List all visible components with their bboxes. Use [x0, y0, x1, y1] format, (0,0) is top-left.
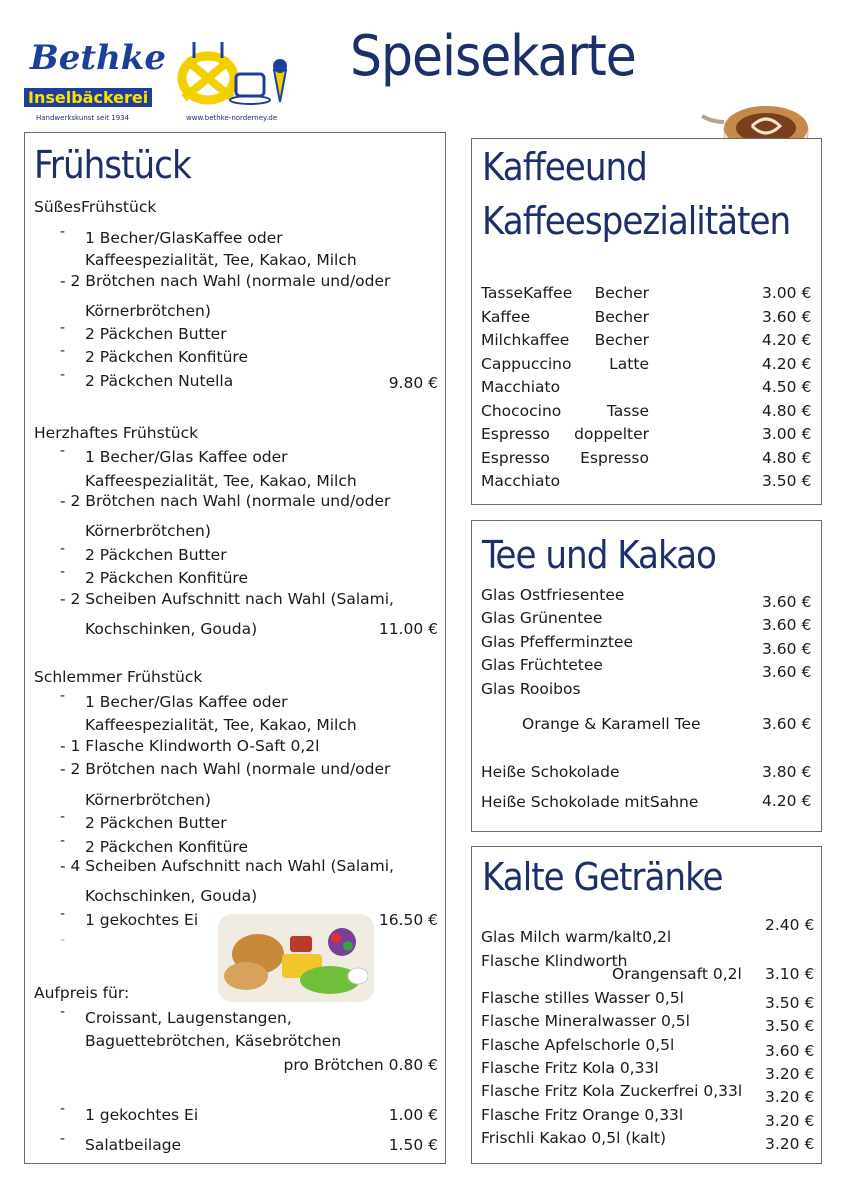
list-item: - 4 Scheiben Aufschnitt nach Wahl (Salami,	[60, 857, 394, 875]
kaffee-item-name: Cappuccino	[481, 355, 572, 373]
list-item: Flasche Klindworth	[481, 952, 628, 970]
price: 3.10 €	[765, 965, 815, 983]
list-item: - 2 Brötchen nach Wahl (normale und/oder	[60, 492, 391, 510]
kaffee-title-line1: Kaffeeund	[482, 145, 647, 189]
tee-title: Tee und Kakao	[482, 533, 716, 577]
list-item: 2 Päckchen Nutella	[85, 372, 234, 390]
list-bullet: -	[60, 564, 66, 580]
price: 3.20 €	[765, 1065, 815, 1083]
list-item: Frischli Kakao 0,5l (kalt)	[481, 1129, 666, 1147]
kaffee-item-variant: Becher	[594, 308, 649, 326]
ei-price: 1.00 €	[388, 1106, 438, 1124]
kaffee-item-price: 3.00 €	[762, 284, 812, 302]
page-title: Speisekarte	[350, 24, 636, 89]
kaffee-item-variant: Espresso	[580, 449, 649, 467]
list-item: Orangensaft 0,2l	[612, 965, 742, 983]
price: 3.60 €	[762, 715, 812, 733]
kaffee-item-variant: doppelter	[574, 425, 649, 443]
list-item: Heiße Schokolade	[481, 763, 620, 781]
list-bullet: -	[60, 224, 66, 240]
schlemmer-fruehstueck-name: Schlemmer Frühstück	[34, 668, 203, 686]
list-item: Körnerbrötchen)	[85, 302, 211, 320]
list-item: Flasche Fritz Orange 0,33l	[481, 1106, 684, 1124]
list-bullet: -	[60, 443, 66, 459]
list-item: - 2 Brötchen nach Wahl (normale und/oder	[60, 760, 391, 778]
herzhaft-price: 11.00 €	[378, 620, 438, 638]
logo-name: Bethke	[30, 38, 166, 78]
price: 3.60 €	[765, 1042, 815, 1060]
list-item: Flasche Apfelschorle 0,5l	[481, 1036, 675, 1054]
price: 3.60 €	[762, 616, 812, 634]
price: 3.60 €	[762, 640, 812, 658]
list-item: 1 gekochtes Ei	[85, 1106, 199, 1124]
price: 3.60 €	[762, 663, 812, 681]
list-item: Kaffeespezialität, Tee, Kakao, Milch	[85, 251, 357, 269]
list-item: Flasche Fritz Kola Zuckerfrei 0,33l	[481, 1082, 743, 1100]
list-bullet: -	[60, 1101, 66, 1117]
breakfast-image	[218, 914, 374, 1002]
list-item: Glas Pfefferminztee	[481, 633, 633, 651]
list-item: 2 Päckchen Konfitüre	[85, 348, 248, 366]
kaffee-item-variant: Becher	[594, 284, 649, 302]
list-item: Kochschinken, Gouda)	[85, 887, 258, 905]
kaffee-item-name: TasseKaffee	[481, 284, 573, 302]
list-bullet: -	[60, 932, 66, 948]
suess-fruehstueck-name: SüßesFrühstück	[34, 198, 157, 216]
kaffee-item-variant: Tasse	[606, 402, 649, 420]
kaffee-item-variant: Latte	[609, 355, 649, 373]
list-item: Orange & Karamell Tee	[522, 715, 701, 733]
kaffee-item-variant: Becher	[594, 331, 649, 349]
list-bullet: -	[60, 906, 66, 922]
list-bullet: -	[60, 1131, 66, 1147]
kaffee-item-name: Espresso	[481, 425, 550, 443]
list-item: 2 Päckchen Butter	[85, 814, 227, 832]
kaffee-title-line2: Kaffeespezialitäten	[482, 199, 791, 243]
list-item: Kochschinken, Gouda)	[85, 620, 258, 638]
kaffee-item-name: Macchiato	[481, 472, 561, 490]
list-item: - 2 Brötchen nach Wahl (normale und/oder	[60, 272, 391, 290]
kaffee-item-name: Chococino	[481, 402, 562, 420]
list-bullet: -	[60, 320, 66, 336]
list-item: Kaffeespezialität, Tee, Kakao, Milch	[85, 716, 357, 734]
price: 3.60 €	[762, 593, 812, 611]
list-item: Baguettebrötchen, Käsebrötchen	[85, 1032, 342, 1050]
kaffee-item-name: Espresso	[481, 449, 550, 467]
list-bullet: -	[60, 809, 66, 825]
logo-subtitle: Inselbäckerei	[24, 88, 152, 107]
list-item: - 2 Scheiben Aufschnitt nach Wahl (Salami,	[60, 590, 394, 608]
list-item: Salatbeilage	[85, 1136, 182, 1154]
kaffee-item-price: 4.20 €	[762, 355, 812, 373]
price: 3.20 €	[765, 1112, 815, 1130]
list-bullet: -	[60, 367, 66, 383]
list-item: Heiße Schokolade mitSahne	[481, 793, 699, 811]
kaffee-item-price: 4.80 €	[762, 402, 812, 420]
kalt-title: Kalte Getränke	[482, 855, 723, 899]
kaffee-item-price: 3.00 €	[762, 425, 812, 443]
suess-price: 9.80 €	[388, 374, 438, 392]
kaffee-item-price: 4.80 €	[762, 449, 812, 467]
price: 3.50 €	[765, 1017, 815, 1035]
schlemmer-price: 16.50 €	[378, 911, 438, 929]
list-item: Flasche stilles Wasser 0,5l	[481, 989, 684, 1007]
kaffee-item-price: 3.50 €	[762, 472, 812, 490]
price: 3.50 €	[765, 994, 815, 1012]
pretzel-icon	[174, 40, 294, 110]
herzhaft-fruehstueck-name: Herzhaftes Frühstück	[34, 424, 199, 442]
list-bullet: -	[60, 833, 66, 849]
aufpreis-price: pro Brötchen 0.80 €	[283, 1056, 438, 1074]
list-item: 1 Becher/Glas Kaffee oder	[85, 693, 288, 711]
list-item: Glas Grünentee	[481, 609, 603, 627]
list-item: 2 Päckchen Konfitüre	[85, 569, 248, 587]
kaffee-item-price: 4.20 €	[762, 331, 812, 349]
kaffee-item-name: Macchiato	[481, 378, 561, 396]
logo-tagline: Handwerkskunst seit 1934	[36, 114, 130, 122]
list-bullet: -	[60, 343, 66, 359]
list-item: Croissant, Laugenstangen,	[85, 1009, 292, 1027]
logo	[24, 38, 294, 128]
kaffee-item-price: 4.50 €	[762, 378, 812, 396]
kaffee-item-name: Milchkaffee	[481, 331, 570, 349]
fruehstueck-title: Frühstück	[34, 143, 191, 187]
list-item: Flasche Mineralwasser 0,5l	[481, 1012, 690, 1030]
salat-price: 1.50 €	[388, 1136, 438, 1154]
aufpreis-name: Aufpreis für:	[34, 984, 130, 1002]
price: 4.20 €	[762, 792, 812, 810]
list-item: Glas Rooibos	[481, 680, 581, 698]
list-item: 2 Päckchen Butter	[85, 546, 227, 564]
list-item: Kaffeespezialität, Tee, Kakao, Milch	[85, 472, 357, 490]
list-item: 1 Becher/GlasKaffee oder	[85, 229, 283, 247]
list-item: - 1 Flasche Klindworth O-Saft 0,2l	[60, 737, 320, 755]
list-item: 2 Päckchen Konfitüre	[85, 838, 248, 856]
list-bullet: -	[60, 688, 66, 704]
list-item: 2 Päckchen Butter	[85, 325, 227, 343]
kaffee-item-price: 3.60 €	[762, 308, 812, 326]
logo-url: www.bethke-norderney.de	[186, 114, 278, 122]
list-bullet: -	[60, 541, 66, 557]
price: 3.20 €	[765, 1135, 815, 1153]
kaffee-item-name: Kaffee	[481, 308, 531, 326]
price: 2.40 €	[765, 916, 815, 934]
list-item: Körnerbrötchen)	[85, 791, 211, 809]
price: 3.20 €	[765, 1088, 815, 1106]
list-item: Flasche Fritz Kola 0,33l	[481, 1059, 659, 1077]
list-item: Glas Ostfriesentee	[481, 586, 625, 604]
list-item: Glas Früchtetee	[481, 656, 603, 674]
list-item: Körnerbrötchen)	[85, 522, 211, 540]
price: 3.80 €	[762, 763, 812, 781]
list-item: 1 gekochtes Ei	[85, 911, 199, 929]
list-item: 1 Becher/Glas Kaffee oder	[85, 448, 288, 466]
list-item: Glas Milch warm/kalt0,2l	[481, 928, 672, 946]
list-bullet: -	[60, 1004, 66, 1020]
